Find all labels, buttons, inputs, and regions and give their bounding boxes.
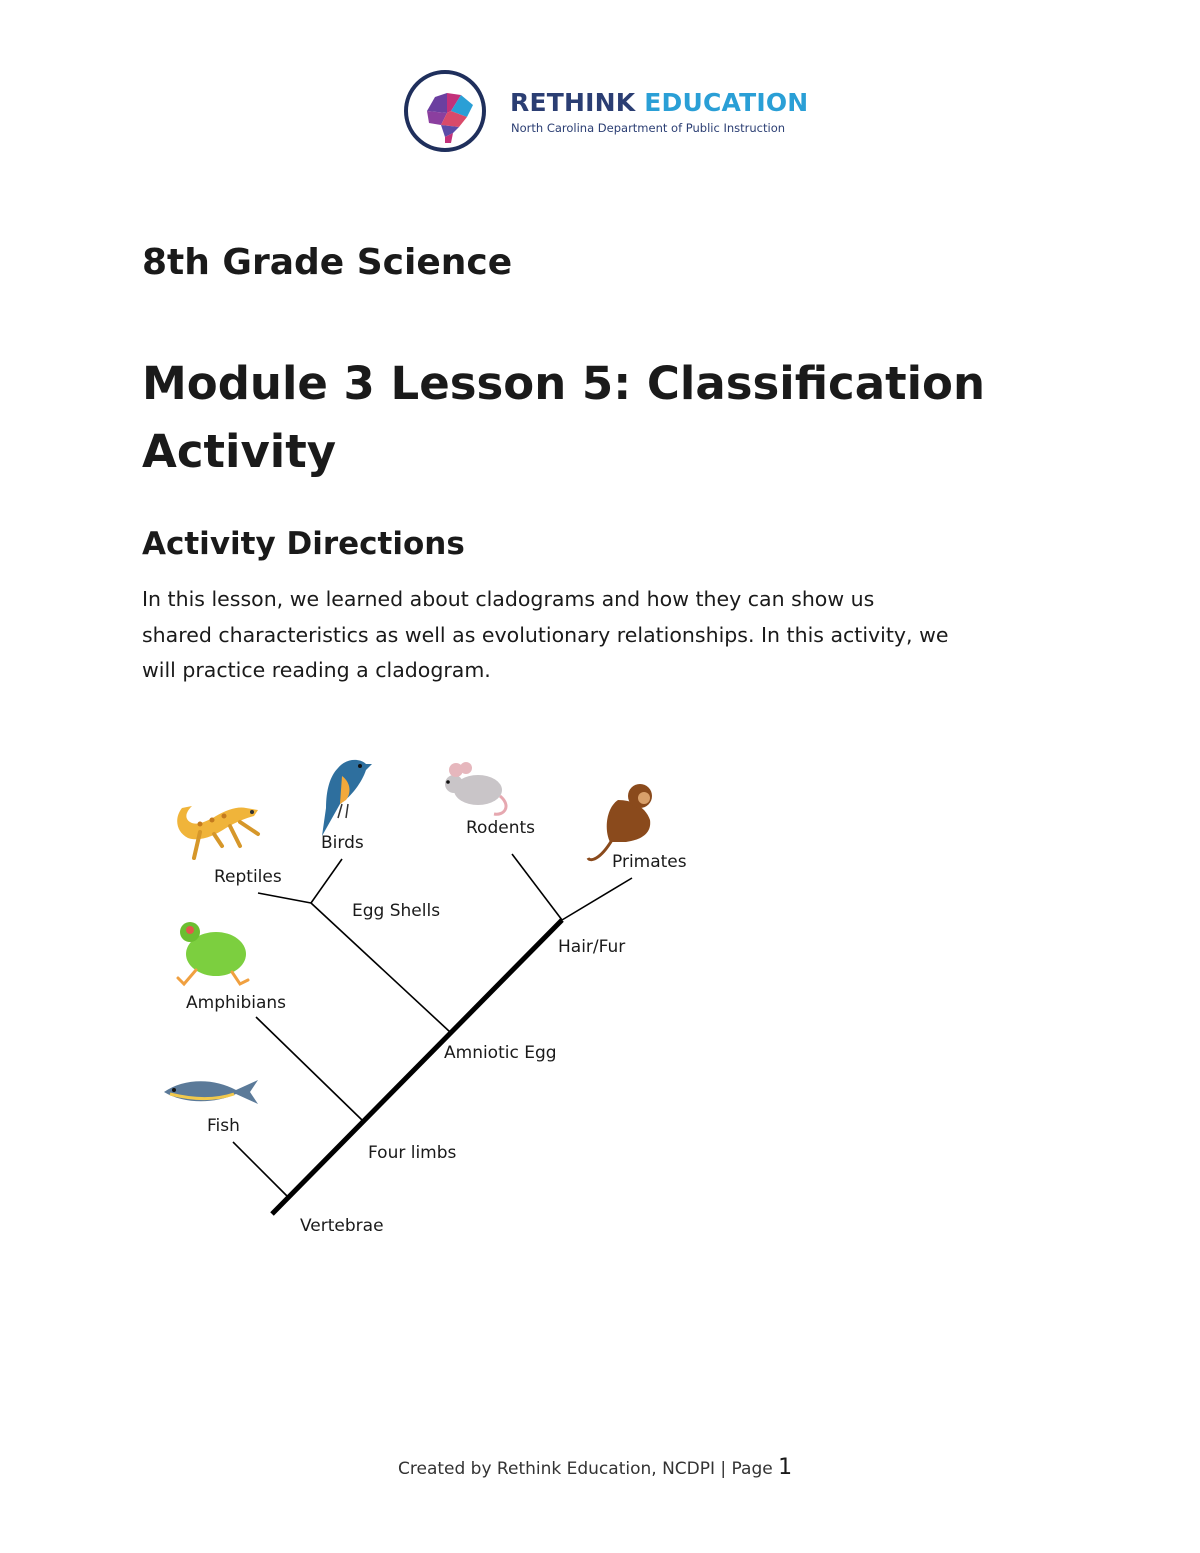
branch-reptiles xyxy=(258,893,311,903)
grade-heading: 8th Grade Science xyxy=(142,242,513,283)
brand-title-rethink: RETHINK xyxy=(510,88,636,117)
footer-text: Created by Rethink Education, NCDPI | Page xyxy=(398,1459,779,1479)
branch-amniotes xyxy=(311,903,450,1032)
directions-line: In this lesson, we learned about cladograms and how they can show us xyxy=(142,587,875,611)
trait-label-four-limbs: Four limbs xyxy=(368,1143,457,1163)
trait-label-egg-shells: Egg Shells xyxy=(352,901,441,921)
branch-rodents xyxy=(512,854,562,920)
branch-birds xyxy=(311,859,342,903)
brand-subtitle: North Carolina Department of Public Instruction xyxy=(511,121,786,135)
taxon-label-reptiles: Reptiles xyxy=(214,867,282,887)
monkey-icon xyxy=(588,784,652,860)
brand-title-education: EDUCATION xyxy=(644,88,809,117)
trunk-line xyxy=(272,920,562,1214)
section-heading: Activity Directions xyxy=(142,526,465,562)
branch-primates xyxy=(562,878,632,920)
bird-icon xyxy=(322,760,372,836)
page-footer xyxy=(398,1455,792,1480)
taxon-label-birds: Birds xyxy=(321,833,364,853)
mouse-icon xyxy=(445,762,506,814)
lizard-icon xyxy=(177,806,258,858)
page-number: 1 xyxy=(778,1455,793,1480)
taxon-label-primates: Primates xyxy=(612,852,687,872)
taxon-label-amphibians: Amphibians xyxy=(186,993,287,1013)
trait-label-hair-fur: Hair/Fur xyxy=(558,937,626,957)
trait-label-vertebrae: Vertebrae xyxy=(300,1216,384,1236)
taxon-label-fish: Fish xyxy=(207,1116,240,1136)
taxon-label-rodents: Rodents xyxy=(466,818,535,838)
fish-icon xyxy=(164,1080,258,1104)
directions-line: shared characteristics as well as evolutionary relationships. In this activity, we xyxy=(142,622,949,647)
branch-amphibians xyxy=(256,1017,362,1120)
trait-label-amniotic-egg: Amniotic Egg xyxy=(444,1043,557,1063)
branch-fish xyxy=(233,1142,287,1196)
frog-icon xyxy=(178,922,248,984)
page-title: Module 3 Lesson 5: Classification Activity xyxy=(142,357,985,478)
directions-line: will practice reading a cladogram. xyxy=(142,658,491,682)
